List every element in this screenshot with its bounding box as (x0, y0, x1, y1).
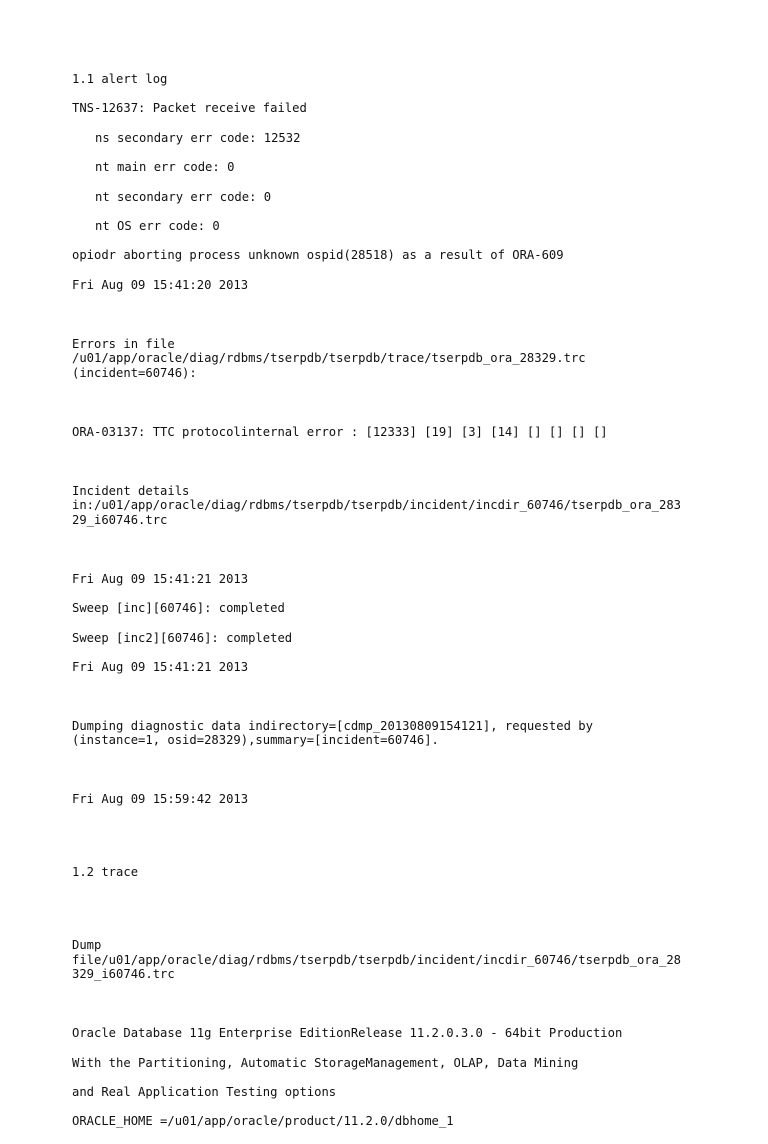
section-heading-alert-log: 1.1 alert log (72, 72, 168, 86)
dump-file-path-cont: 329_i60746.trc (72, 967, 175, 982)
timestamp-1: Fri Aug 09 15:41:20 2013 (72, 277, 249, 292)
errors-in-file-line-1: Errors in file (72, 336, 175, 351)
dumping-line-1: Dumping diagnostic data indirectory=[cdmp_20130809154121], requested by (72, 718, 593, 733)
incident-details-block (72, 454, 712, 557)
sweep-inc2-line: Sweep [inc2][60746]: completed (72, 630, 293, 645)
dump-file-block (72, 909, 712, 1012)
opiodr-line: opiodr aborting process unknown ospid(28518) as a result of ORA-609 (72, 248, 564, 263)
incident-details-path: in:/u01/app/oracle/diag/rdbms/tserpdb/tserpdb/incident/incdir_60746/tserpdb_ora_283 (72, 498, 682, 513)
dumping-block (72, 689, 712, 777)
dumping-line-2: (instance=1, osid=28329),summary=[incident=60746]. (72, 733, 439, 748)
section-heading-trace: 1.2 trace (72, 864, 139, 879)
real-app-testing-line: and Real Application Testing options (72, 1085, 337, 1099)
ora-03137-line: ORA-03137: TTC protocolinternal error : [12333] [19] [3] [14] [] [] [] [] (72, 424, 608, 439)
sweep-inc-line: Sweep [inc][60746]: completed (72, 601, 285, 616)
errors-in-file-block (72, 307, 712, 410)
tns-error-line: TNS-12637: Packet receive failed (72, 101, 307, 116)
timestamp-4: Fri Aug 09 15:59:42 2013 (72, 792, 249, 807)
incident-details-line-1: Incident details (72, 483, 190, 498)
oracle-home-line: ORACLE_HOME =/u01/app/oracle/product/11.2.0/dbhome_1 (72, 1114, 454, 1129)
ns-secondary-err-line: ns secondary err code: 12532 (95, 130, 301, 145)
document-body (72, 72, 712, 1144)
incident-details-path-cont: 29_i60746.trc (72, 512, 168, 527)
oracle-db-version-line: Oracle Database 11g Enterprise EditionRelease 11.2.0.3.0 - 64bit Production (72, 1026, 623, 1041)
timestamp-3: Fri Aug 09 15:41:21 2013 (72, 659, 249, 674)
errors-in-file-incident: (incident=60746): (72, 365, 197, 380)
errors-in-file-path: /u01/app/oracle/diag/rdbms/tserpdb/tserpdb/trace/tserpdb_ora_28329.trc (72, 351, 586, 366)
nt-os-err-line: nt OS err code: 0 (95, 218, 220, 233)
dump-file-line-1: Dump (72, 938, 102, 953)
timestamp-2: Fri Aug 09 15:41:21 2013 (72, 571, 249, 586)
dump-file-path: file/u01/app/oracle/diag/rdbms/tserpdb/tserpdb/incident/incdir_60746/tserpdb_ora_28 (72, 952, 682, 967)
partitioning-line: With the Partitioning, Automatic StorageManagement, OLAP, Data Mining (72, 1055, 579, 1070)
nt-main-err-line: nt main err code: 0 (95, 160, 235, 175)
nt-secondary-err-line: nt secondary err code: 0 (95, 189, 272, 204)
